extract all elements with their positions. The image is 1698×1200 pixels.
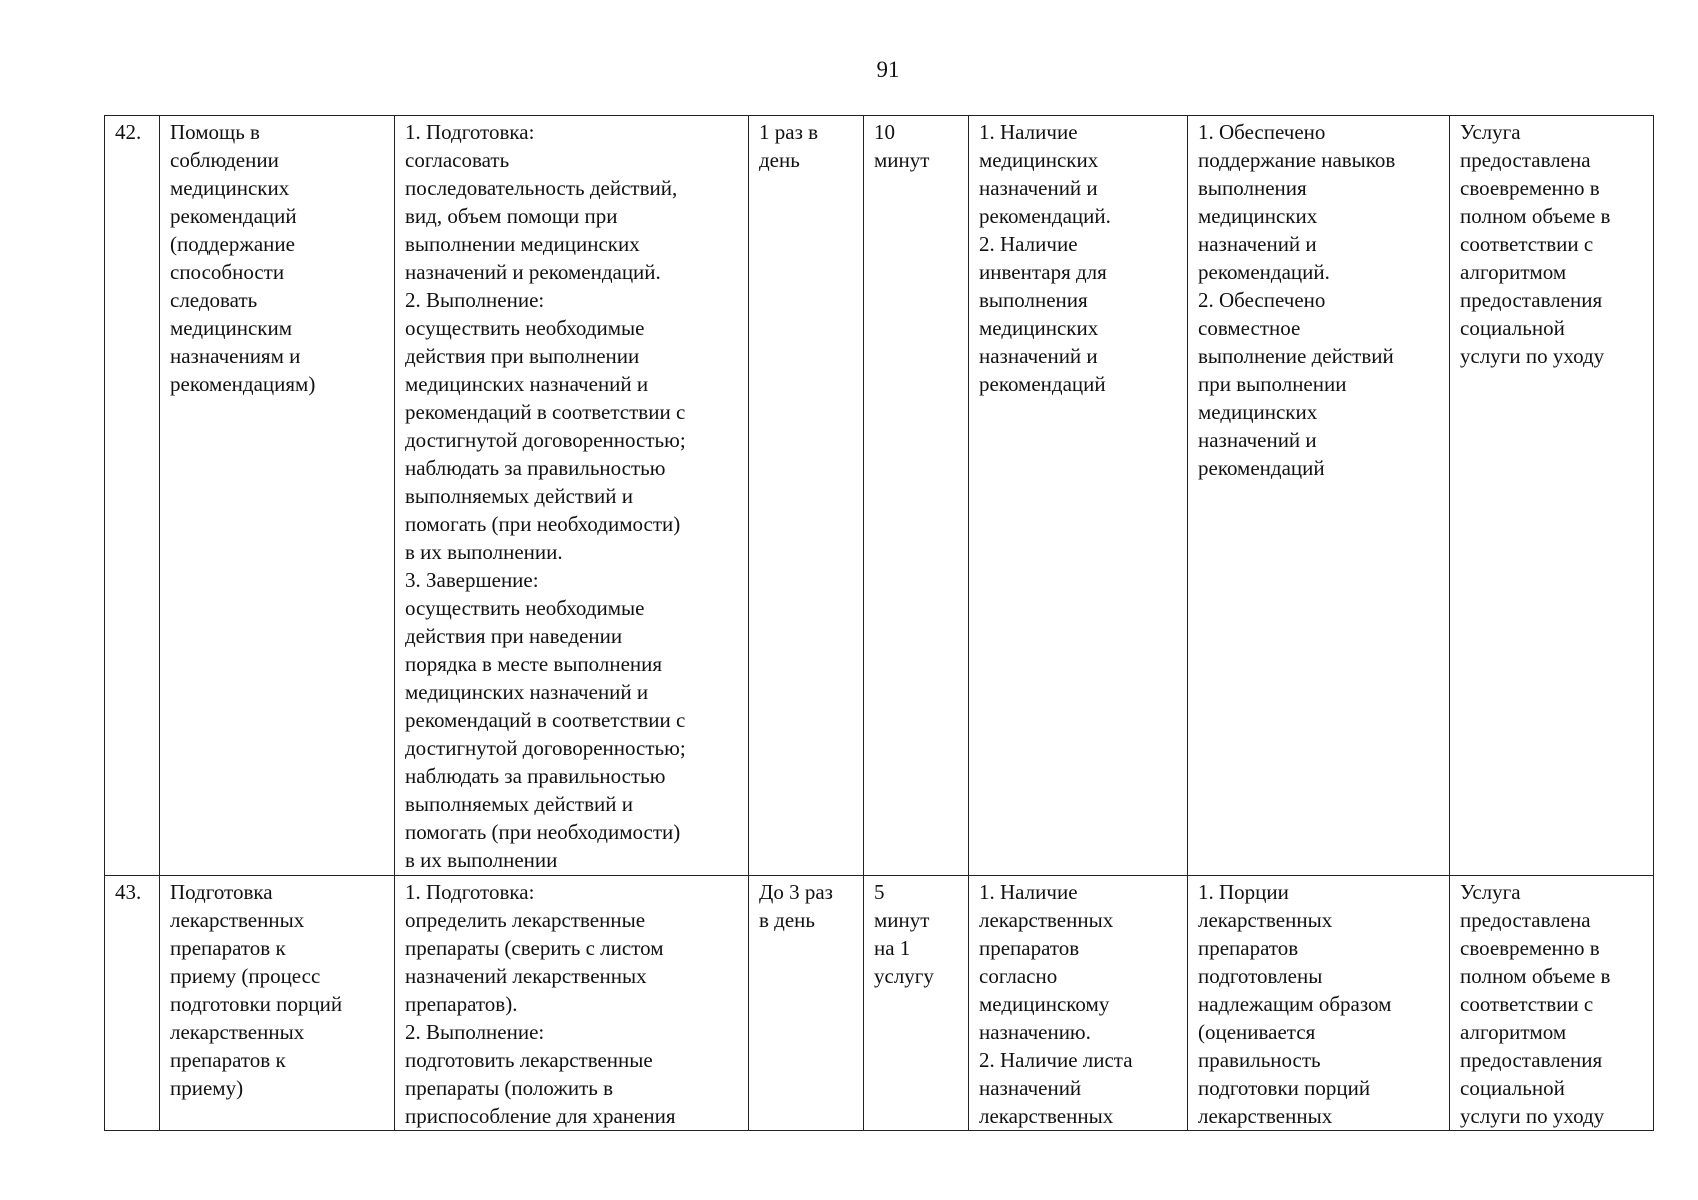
procedure-cell: 1. Подготовка: согласовать последовательность действий, вид, объем помощи при выполнении медицинских назначений и рекомендаций. 2. Выполнение: осуществить необходимые действия при выполнении медицинских назначений и рекомендаций в соответствии с достигнутой договоренностью; наблюдать за правильностью выполняемых действий и помогать (при необходимости) в их выполнении. 3. Завершение: осуществить необходимые действия при наведении порядка в месте выполнения медицинских назначений и рекомендаций в соответствии с достигнутой договоренностью; наблюдать за правильностью выполняемых действий и помогать (при необходимости) в их выполнении [395,116,749,876]
duration-cell: 10 минут [864,116,969,876]
quality-cell: Услуга предоставлена своевременно в полном объеме в соответствии с алгоритмом предоставления социальной услуги по уходу [1450,116,1654,876]
conditions-cell: 1. Наличие медицинских назначений и рекомендаций. 2. Наличие инвентаря для выполнения медицинских назначений и рекомендаций [969,116,1188,876]
table-row [105,116,1654,876]
service-name-cell: Помощь в соблюдении медицинских рекомендаций (поддержание способности следовать медицинским назначениям и рекомендациям) [160,116,395,876]
frequency-cell: 1 раз в день [749,116,864,876]
row-number-cell: 42. [105,116,160,876]
row-number-cell: 43. [105,876,160,1131]
duration-cell: 5 минут на 1 услугу [864,876,969,1131]
table-row [105,876,1654,1131]
services-table [104,115,1654,1131]
results-cell: 1. Порции лекарственных препаратов подготовлены надлежащим образом (оценивается правильность подготовки порций лекарственных [1188,876,1450,1131]
conditions-cell: 1. Наличие лекарственных препаратов согласно медицинскому назначению. 2. Наличие листа назначений лекарственных [969,876,1188,1131]
frequency-cell: До 3 раз в день [749,876,864,1131]
service-name-cell: Подготовка лекарственных препаратов к приему (процесс подготовки порций лекарственных препаратов к приему) [160,876,395,1131]
quality-cell: Услуга предоставлена своевременно в полном объеме в соответствии с алгоритмом предоставления социальной услуги по уходу [1450,876,1654,1131]
procedure-cell: 1. Подготовка: определить лекарственные препараты (сверить с листом назначений лекарственных препаратов). 2. Выполнение: подготовить лекарственные препараты (положить в приспособление для хранения [395,876,749,1131]
page-number: 91 [876,57,900,82]
results-cell: 1. Обеспечено поддержание навыков выполнения медицинских назначений и рекомендаций. 2. Обеспечено совместное выполнение действий при выполнении медицинских назначений и рекомендаций [1188,116,1450,876]
